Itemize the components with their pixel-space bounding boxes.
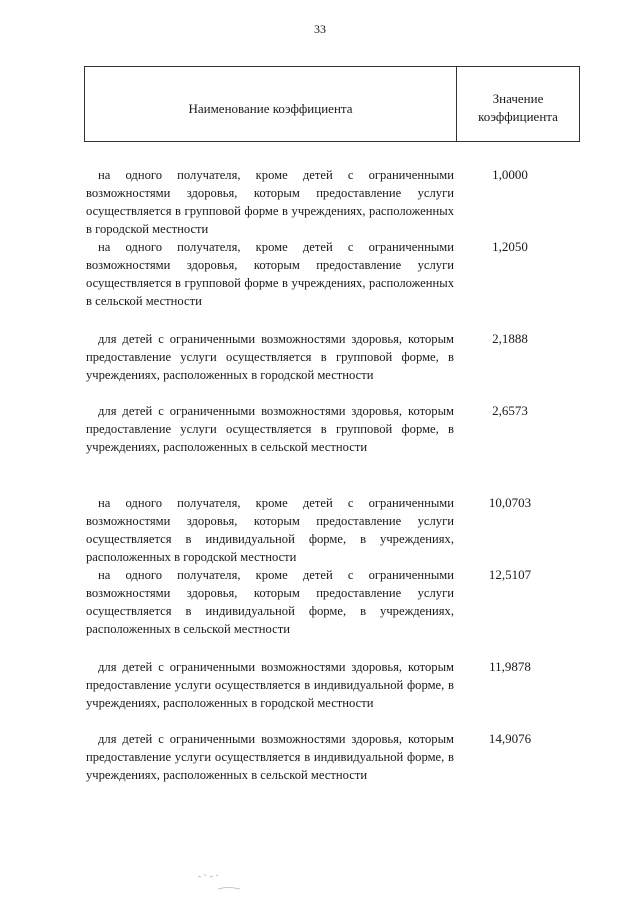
coefficient-name: для детей с ограниченными возможностями здоровья, которым предоставление услуги осуществляется в индивидуальной форме, в учреждениях, расположенных в сельской местности: [86, 732, 454, 782]
coefficient-name: на одного получателя, кроме детей с ограниченными возможностями здоровья, которым предоставление услуги осуществляется в групповой форме в учреждениях, расположенных в сельской местности: [86, 240, 454, 308]
coefficient-name: для детей с ограниченными возможностями здоровья, которым предоставление услуги осуществляется в групповой форме, в учреждениях, расположенных в городской местности: [86, 332, 454, 382]
table-row: [86, 566, 566, 638]
coefficient-value: 14,9076: [488, 731, 532, 746]
coefficient-value: 1,2050: [492, 239, 528, 254]
column-header-name: Наименование коэффициента: [85, 67, 457, 141]
table-row: [86, 166, 566, 238]
coefficient-value: 11,9878: [489, 659, 531, 674]
coefficient-value: 1,0000: [492, 167, 528, 182]
page-number: 33: [314, 22, 326, 36]
table-row: [86, 494, 566, 566]
coefficient-name: на одного получателя, кроме детей с ограниченными возможностями здоровья, которым предоставление услуги осуществляется в индивидуальной форме, в учреждениях, расположенных в сельской местности: [86, 568, 454, 636]
coefficient-value: 2,6573: [492, 403, 528, 418]
table-row: [86, 658, 566, 712]
table-header: [84, 66, 580, 142]
column-header-value-line2: коэффициента: [478, 109, 558, 124]
coefficient-value: 12,5107: [488, 567, 532, 582]
scan-smudge: [196, 872, 246, 892]
column-header-value: [457, 67, 579, 141]
coefficient-name: для детей с ограниченными возможностями здоровья, которым предоставление услуги осуществляется в групповой форме, в учреждениях, расположенных в сельской местности: [86, 404, 454, 454]
table-row: [86, 402, 566, 456]
column-header-value-line1: Значение: [492, 91, 544, 106]
table-row: [86, 330, 566, 384]
table-row: [86, 238, 566, 310]
coefficient-value: 2,1888: [492, 331, 528, 346]
coefficient-value: 10,0703: [488, 495, 532, 510]
table-row: [86, 730, 566, 784]
coefficient-name: на одного получателя, кроме детей с ограниченными возможностями здоровья, которым предоставление услуги осуществляется в групповой форме в учреждениях, расположенных в городской местности: [86, 168, 454, 236]
coefficient-name: на одного получателя, кроме детей с ограниченными возможностями здоровья, которым предоставление услуги осуществляется в индивидуальной форме, в учреждениях, расположенных в городской местности: [86, 496, 454, 564]
coefficient-name: для детей с ограниченными возможностями здоровья, которым предоставление услуги осуществляется в индивидуальной форме, в учреждениях, расположенных в городской местности: [86, 660, 454, 710]
